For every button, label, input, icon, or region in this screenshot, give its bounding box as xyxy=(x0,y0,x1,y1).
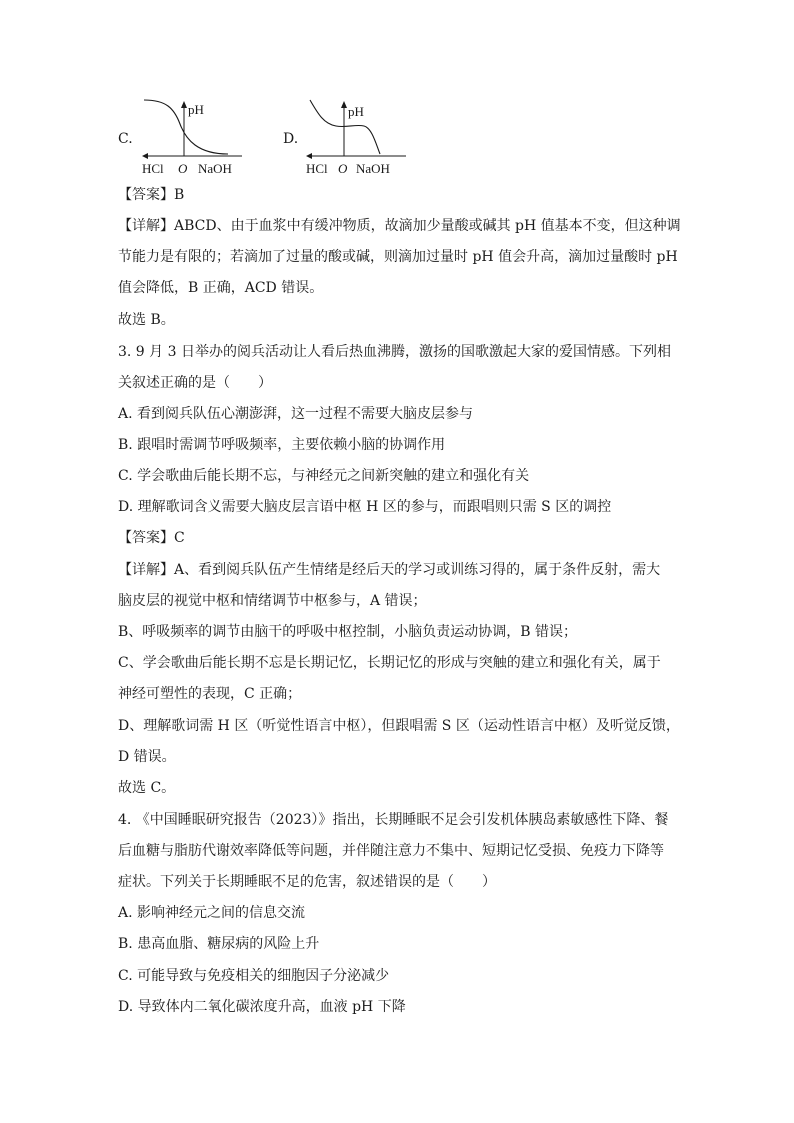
question-4-line-3: 症状。下列关于长期睡眠不足的危害，叙述错误的是（ ） xyxy=(118,874,496,890)
question-3-option-c: C. 学会歌曲后能长期不忘，与神经元之间新突触的建立和强化有关 xyxy=(118,468,530,484)
graph-c-left-label: HCl xyxy=(142,161,164,176)
question-4-option-a: A. 影响神经元之间的信息交流 xyxy=(118,905,306,921)
explanation-3-line-6: D、理解歌词需 H 区（听觉性语言中枢），但跟唱需 S 区（运动性语言中枢）及听觉反馈， xyxy=(118,718,680,734)
answer-3: 【答案】C xyxy=(118,530,185,546)
question-4-line-1: 4. 《中国睡眠研究报告（2023）》指出，长期睡眠不足会引发机体胰岛素敏感性下降、餐 xyxy=(118,812,669,828)
graph-d-left-label: HCl xyxy=(306,161,328,176)
graph-d-curve xyxy=(310,100,380,154)
graph-c-arrow-left xyxy=(142,153,148,159)
graph-d-arrow-up xyxy=(341,101,347,108)
explanation-3-line-1: 【详解】A、看到阅兵队伍产生情绪是经后天的学习或训练习得的，属于条件反射，需大 xyxy=(118,562,661,578)
question-4-option-b: B. 患高血脂、糖尿病的风险上升 xyxy=(118,936,320,952)
graph-c-curve xyxy=(144,100,228,154)
explanation-2-line-2: 节能力是有限的；若滴加了过量的酸或碱，则滴加过量时 pH 值会升高，滴加过量酸时 pH xyxy=(118,249,678,265)
graph-c-origin-label: O xyxy=(178,161,188,176)
graph-d-ylabel: pH xyxy=(348,104,364,119)
option-d-label: D. xyxy=(283,131,299,147)
explanation-2-line-1: 【详解】ABCD、由于血浆中有缓冲物质，故滴加少量酸或碱其 pH 值基本不变，但这种调 xyxy=(118,218,681,234)
answer-2: 【答案】B xyxy=(118,187,185,203)
graph-d xyxy=(300,94,415,178)
choice-2: 故选 B。 xyxy=(118,312,175,328)
explanation-3-line-4: C、学会歌曲后能长期不忘是长期记忆，长期记忆的形成与突触的建立和强化有关，属于 xyxy=(118,655,661,671)
question-3-line-2: 关叙述正确的是（ ） xyxy=(118,375,272,391)
question-3-line-1: 3. 9 月 3 日举办的阅兵活动让人看后热血沸腾，激扬的国歌激起大家的爱国情感。下列相 xyxy=(118,344,671,360)
question-3-option-d: D. 理解歌词含义需要大脑皮层言语中枢 H 区的参与，而跟唱则只需 S 区的调控 xyxy=(118,499,612,515)
graph-c-arrow-up xyxy=(181,101,187,108)
explanation-3-line-7: D 错误。 xyxy=(118,749,176,765)
question-4-line-2: 后血糖与脂肪代谢效率降低等问题，并伴随注意力不集中、短期记忆受损、免疫力下降等 xyxy=(118,843,664,859)
question-3-option-a: A. 看到阅兵队伍心潮澎湃，这一过程不需要大脑皮层参与 xyxy=(118,406,474,422)
graph-d-origin-label: O xyxy=(338,161,348,176)
choice-3: 故选 C。 xyxy=(118,780,176,796)
graph-d-arrow-left xyxy=(306,153,312,159)
explanation-3-line-3: B、呼吸频率的调节由脑干的呼吸中枢控制，小脑负责运动协调，B 错误； xyxy=(118,624,578,640)
question-4-option-c: C. 可能导致与免疫相关的细胞因子分泌减少 xyxy=(118,968,390,984)
graph-c-right-label: NaOH xyxy=(198,161,232,176)
question-3-option-b: B. 跟唱时需调节呼吸频率，主要依赖小脑的协调作用 xyxy=(118,437,446,453)
option-c-label: C. xyxy=(118,131,133,147)
explanation-3-line-5: 神经可塑性的表现，C 正确； xyxy=(118,686,302,702)
explanation-3-line-2: 脑皮层的视觉中枢和情绪调节中枢参与，A 错误； xyxy=(118,593,427,609)
graph-c xyxy=(136,94,251,178)
graph-d-right-label: NaOH xyxy=(356,161,390,176)
explanation-2-line-3: 值会降低，B 正确，ACD 错误。 xyxy=(118,280,324,296)
graph-c-ylabel: pH xyxy=(188,102,204,117)
question-4-option-d: D. 导致体内二氧化碳浓度升高，血液 pH 下降 xyxy=(118,999,406,1015)
